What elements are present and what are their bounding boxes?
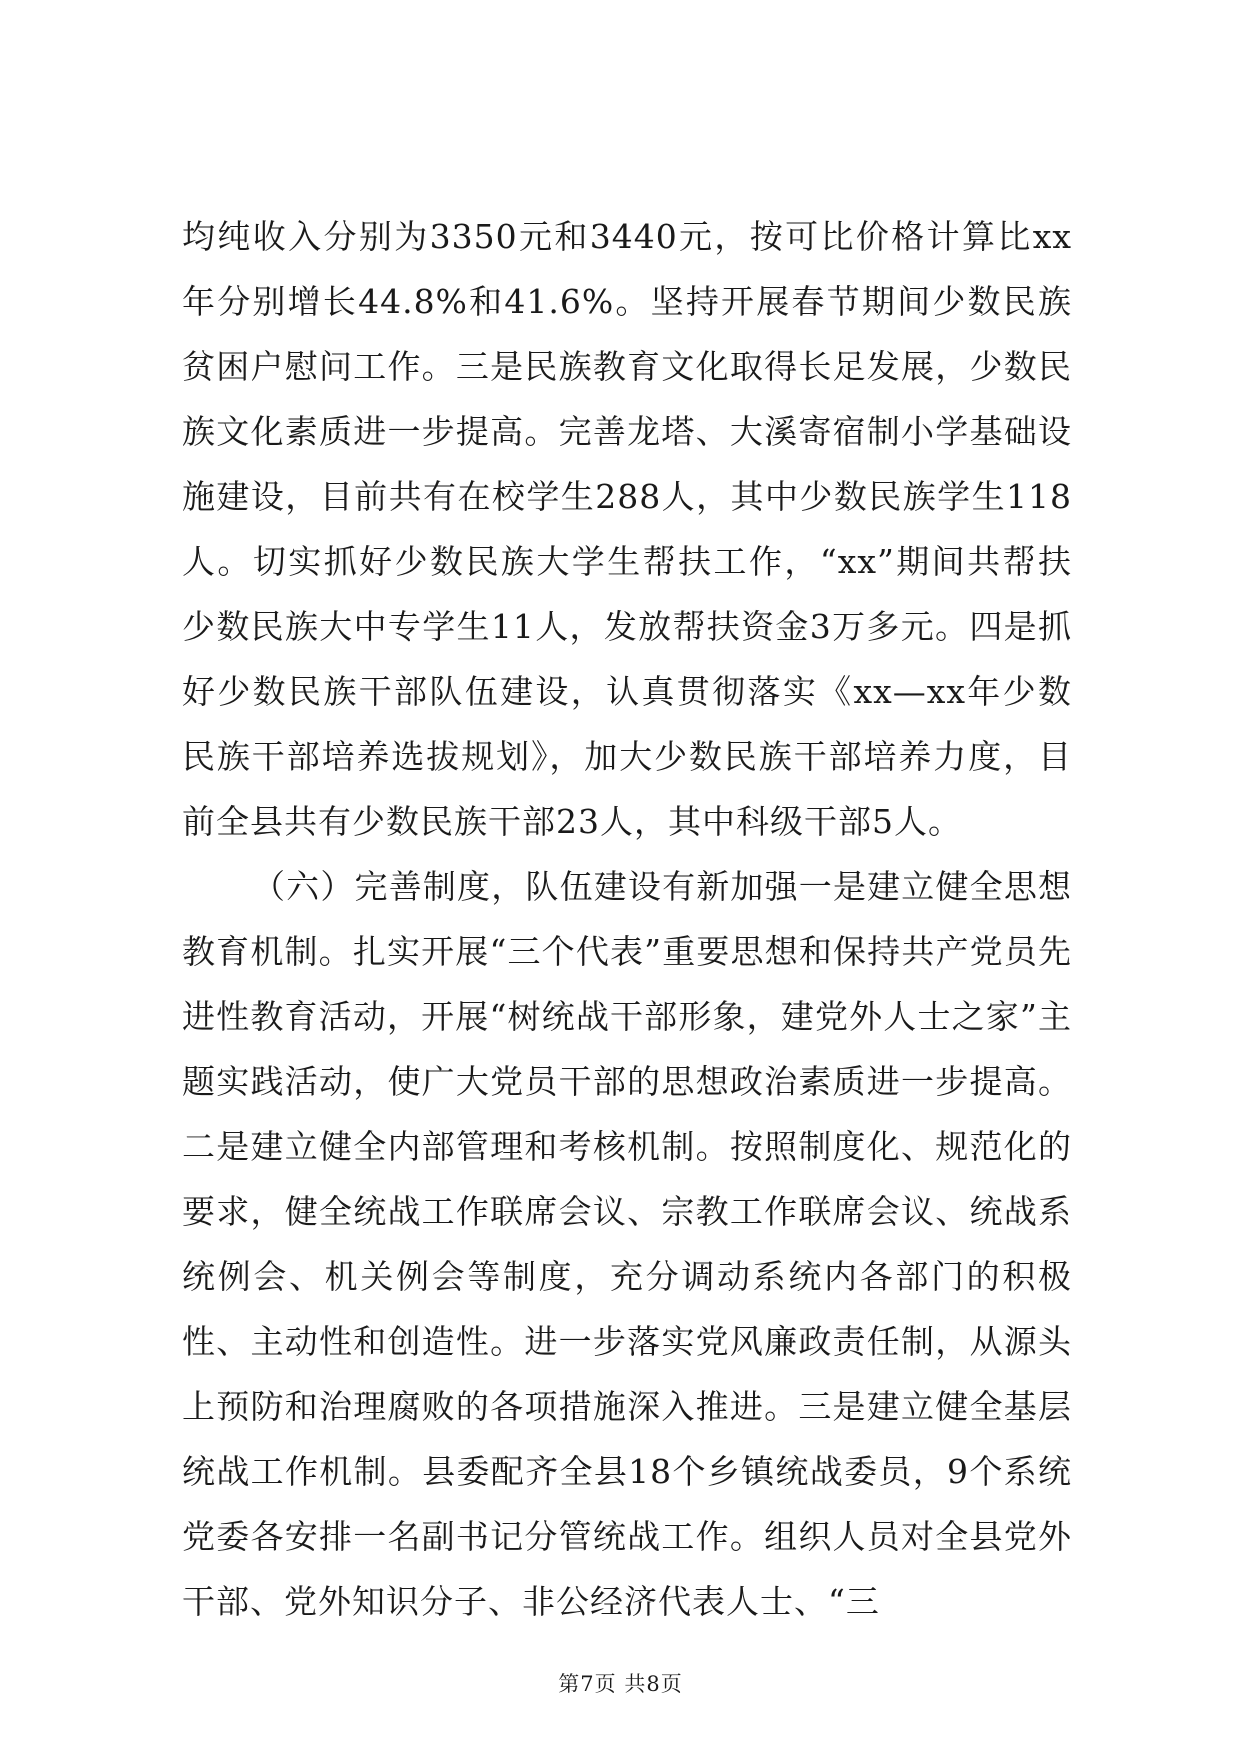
document-body <box>182 204 1072 1634</box>
page-number: 第7页 共8页 <box>558 1672 683 1696</box>
paragraph-ethnic-affairs: 均纯收入分别为3350元和3440元，按可比价格计算比xx年分别增长44.8%和41.6%。坚持开展春节期间少数民族贫困户慰问工作。三是民族教育文化取得长足发展，少数民族文化素质进一步提高。完善龙塔、大溪寄宿制小学基础设施建设，目前共有在校学生288人，其中少数民族学生118人。切实抓好少数民族大学生帮扶工作，“xx”期间共帮扶少数民族大中专学生11人，发放帮扶资金3万多元。四是抓好少数民族干部队伍建设，认真贯彻落实《xx—xx年少数民族干部培养选拔规划》，加大少数民族干部培养力度，目前全县共有少数民族干部23人，其中科级干部5人。 <box>182 217 1072 841</box>
page-footer <box>0 1668 1241 1698</box>
paragraph-system-building: （六）完善制度，队伍建设有新加强一是建立健全思想教育机制。扎实开展“三个代表”重要思想和保持共产党员先进性教育活动，开展“树统战干部形象，建党外人士之家”主题实践活动，使广大党员干部的思想政治素质进一步提高。二是建立健全内部管理和考核机制。按照制度化、规范化的要求，健全统战工作联席会议、宗教工作联席会议、统战系统例会、机关例会等制度，充分调动系统内各部门的积极性、主动性和创造性。进一步落实党风廉政责任制，从源头上预防和治理腐败的各项措施深入推进。三是建立健全基层统战工作机制。县委配齐全县18个乡镇统战委员，9个系统党委各安排一名副书记分管统战工作。组织人员对全县党外干部、党外知识分子、非公经济代表人士、“三 <box>182 867 1072 1621</box>
